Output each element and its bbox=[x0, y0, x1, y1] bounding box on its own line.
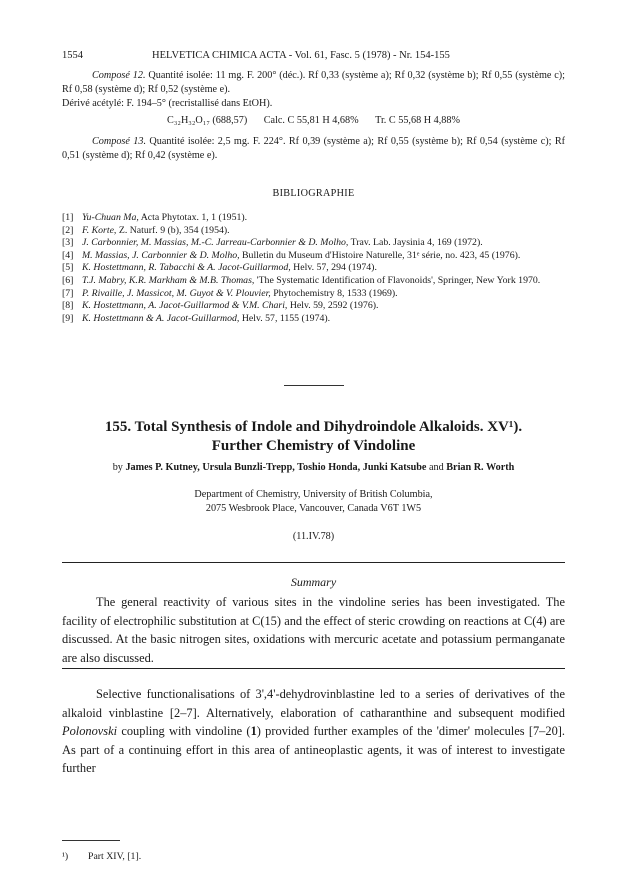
summary-text: The general reactivity of various sites in the vindoline series has been investigated. The facility of electrophilic substitution at C(15) and the effect of steric crowding on reactions at C(4) are discussed. At the basic nitrogen sites, oxidations with mercuric acetate and potassium permanganate are also discussed. bbox=[62, 595, 565, 665]
polonovski: Polonovski bbox=[62, 724, 118, 738]
compound-13-text: Quantité isolée: 2,5 mg. F. 224°. Rf 0,39 (système a); Rf 0,55 (système b); Rf 0,54 (système c); Rf 0,51 (système d); Rf 0,42 (système e). bbox=[62, 136, 566, 161]
reference-item: [5] K. Hostettmann, R. Tabacchi & A. Jacot-Guillarmod, Helv. 57, 294 (1974). bbox=[62, 262, 377, 274]
compound-13-paragraph bbox=[62, 135, 565, 162]
elemental-analysis bbox=[62, 115, 565, 126]
body-paragraph: Selective functionalisations of 3',4'-dehydrovinblastine led to a series of derivatives of the alkaloid vinblastine [2–7]. Alternatively, elaboration of catharanthine and subsequent modified Polonovski coupling with vindoline (1) provided further examples of the 'dimer' molecules [7–20]. As part of a continuing effort in this area of antineoplastic agents, it was of interest to investigate further bbox=[62, 687, 565, 775]
article-title-line-2: Further Chemistry of Vindoline bbox=[211, 438, 416, 454]
reference-item: [7] P. Rivaille, J. Massicot, M. Guyot & V. Plouvier, Phytochemistry 8, 1533 (1969). bbox=[62, 287, 398, 299]
bibliography-heading: BIBLIOGRAPHIE bbox=[272, 188, 355, 199]
compound-12-text: Quantité isolée: 11 mg. F. 200° (déc.). Rf 0,33 (système a); Rf 0,32 (système b); Rf 0,55 (système c); Rf 0,58 (système d); Rf 0,52 (système e). bbox=[62, 70, 566, 95]
summary-bottom-rule bbox=[62, 668, 565, 669]
reference-item: [9] K. Hostettmann & A. Jacot-Guillarmod, Helv. 57, 1155 (1974). bbox=[62, 312, 331, 324]
summary-top-rule bbox=[62, 562, 565, 563]
found-values: Tr. C 55,68 H 4,88% bbox=[375, 115, 460, 126]
reference-item: [4] M. Massias, J. Carbonnier & D. Molho, Bulletin du Museum d'Histoire Naturelle, 31ᵉ série, no. 423, 45 (1976). bbox=[62, 249, 521, 261]
compound-12-paragraph bbox=[62, 69, 565, 96]
received-date: (11.IV.78) bbox=[292, 531, 335, 542]
footnote-mark: ¹) bbox=[62, 851, 69, 862]
acetyl-derivative-line: Dérivé acétylé: F. 194–5° (recristallisé dans EtOH). bbox=[62, 98, 273, 109]
article-title bbox=[62, 418, 565, 456]
molecular-formula: C₃₂H₃₂O₁₇ (688,57) bbox=[167, 115, 248, 126]
reference-item: [3] J. Carbonnier, M. Massias, M.-C. Jarreau-Carbonnier & D. Molho, Trav. Lab. Jaysinia 4, 169 (1972). bbox=[62, 237, 483, 249]
reference-list bbox=[62, 212, 565, 325]
reference-item: [2] F. Korte, Z. Naturf. 9 (b), 354 (1954). bbox=[62, 224, 230, 236]
author-line: by James P. Kutney, Ursula Bunzli-Trepp, Toshio Honda, Junki Katsube and Brian R. Worth bbox=[112, 462, 515, 473]
article-separator bbox=[284, 385, 344, 386]
footnote-text: Part XIV, [1]. bbox=[88, 851, 142, 862]
summary-heading: Summary bbox=[290, 575, 337, 589]
reference-item: [1] Yu-Chuan Ma, Acta Phytotax. 1, 1 (1951). bbox=[62, 212, 248, 223]
article-title-line-1: 155. Total Synthesis of Indole and Dihydroindole Alkaloids. XV¹). bbox=[104, 419, 523, 435]
page-number: 1554 bbox=[62, 50, 83, 61]
reference-item: [8] K. Hostettmann, A. Jacot-Guillarmod & V.M. Chari, Helv. 59, 2592 (1976). bbox=[62, 300, 379, 312]
compound-13-label: Composé 13. bbox=[92, 136, 147, 147]
footnote-rule bbox=[62, 840, 120, 841]
last-author: Brian R. Worth bbox=[446, 462, 515, 473]
calc-values: Calc. C 55,81 H 4,68% bbox=[263, 115, 359, 126]
reference-item: [6] T.J. Mabry, K.R. Markham & M.B. Thomas, 'The Systematic Identification of Flavonoids', Springer, New York 1970. bbox=[62, 274, 541, 286]
authors: James P. Kutney, Ursula Bunzli-Trepp, Toshio Honda, Junki Katsube bbox=[125, 462, 427, 473]
affiliation: Department of Chemistry, University of British Columbia, 2075 Wesbrook Place, Vancouver, Canada V6T 1W5 bbox=[194, 489, 433, 514]
journal-citation: HELVETICA CHIMICA ACTA - Vol. 61, Fasc. 5 (1978) - Nr. 154-155 bbox=[152, 50, 450, 61]
compound-ref-1: 1 bbox=[250, 724, 257, 738]
footnote bbox=[62, 851, 141, 862]
compound-12-label: Composé 12. bbox=[92, 70, 146, 81]
